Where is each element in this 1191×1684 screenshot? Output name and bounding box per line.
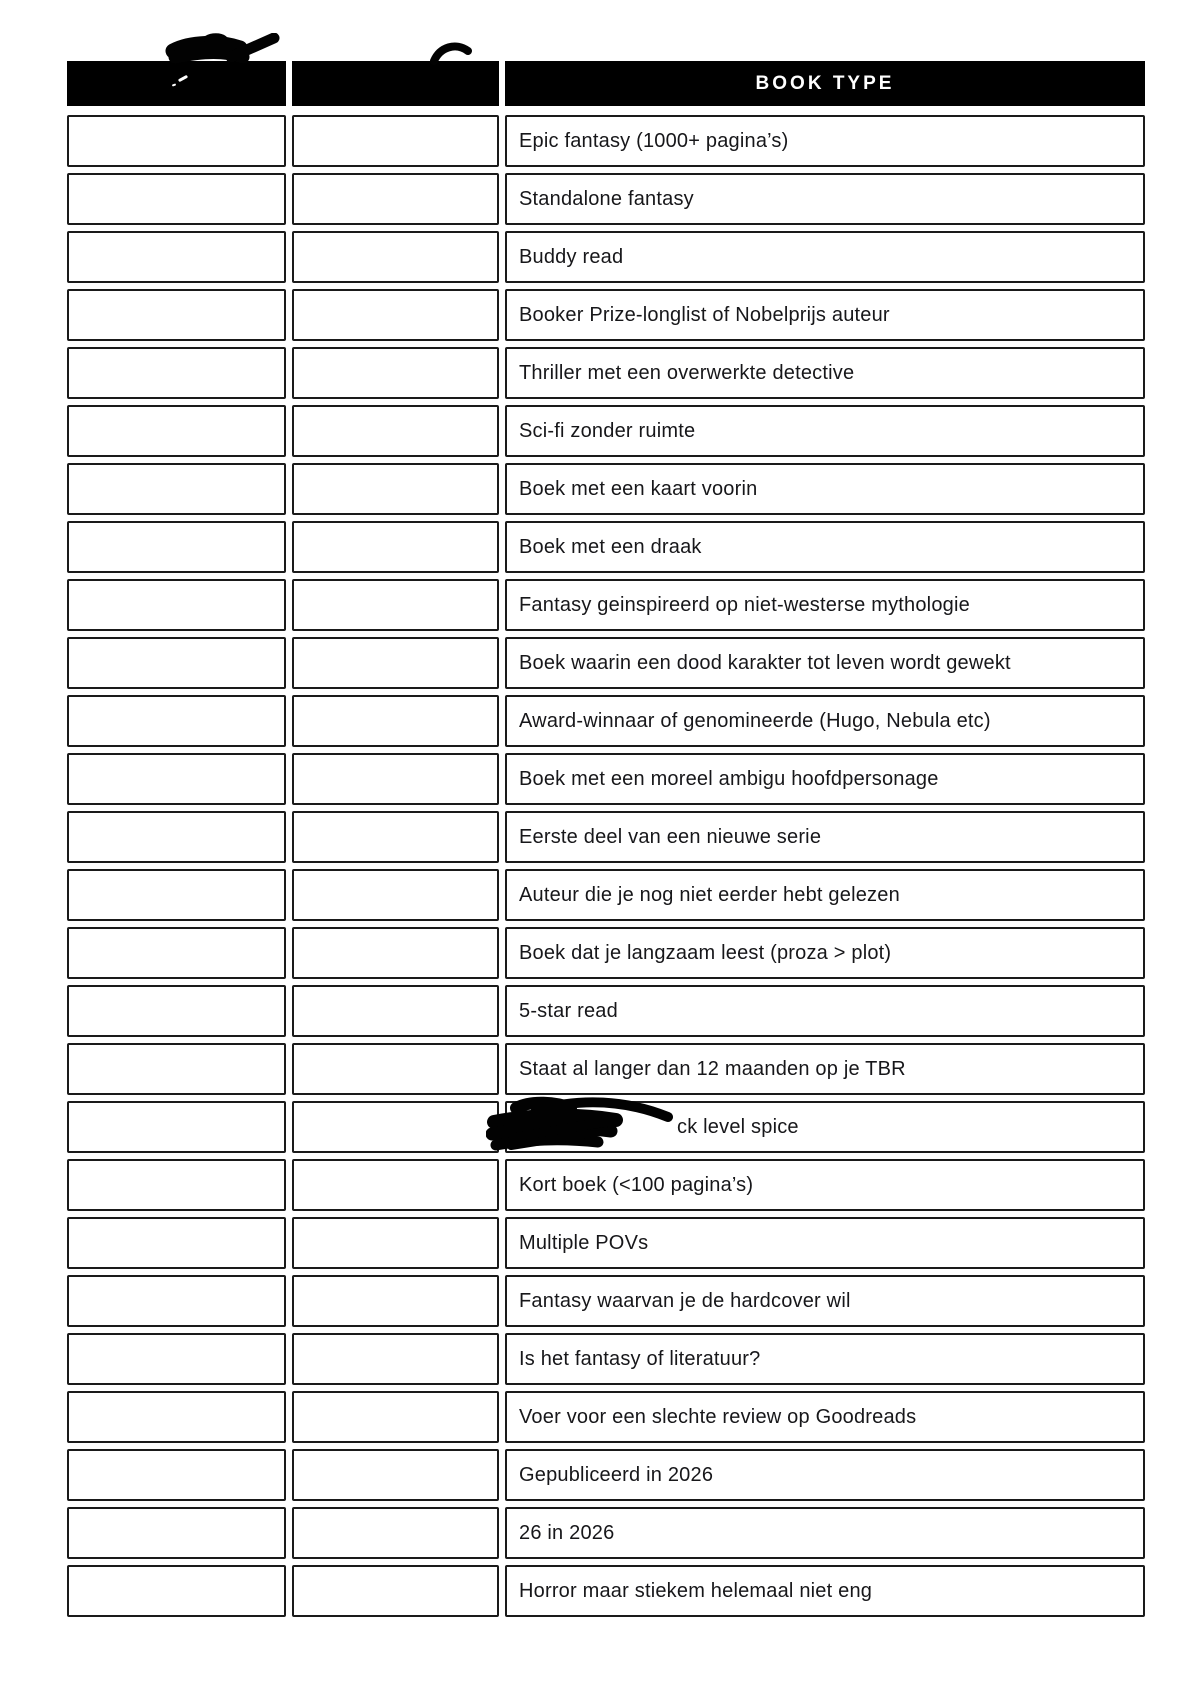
book-type-cell: Booker Prize-longlist of Nobelprijs auteur <box>505 289 1145 341</box>
book-type-cell: Buddy read <box>505 231 1145 283</box>
fill-in-cell-col1 <box>67 1275 286 1327</box>
scan-speck <box>178 75 188 82</box>
header-cell-col2 <box>292 61 499 106</box>
fill-in-cell-col1 <box>67 811 286 863</box>
book-type-cell: Sci-fi zonder ruimte <box>505 405 1145 457</box>
fill-in-cell-col2 <box>292 1275 499 1327</box>
header-cell-col1 <box>67 61 286 106</box>
fill-in-cell-col2 <box>292 347 499 399</box>
fill-in-cell-col2 <box>292 231 499 283</box>
fill-in-cell-col1 <box>67 463 286 515</box>
fill-in-cell-col2 <box>292 463 499 515</box>
book-type-cell: Boek met een kaart voorin <box>505 463 1145 515</box>
scan-speck <box>172 83 176 86</box>
book-type-cell: Epic fantasy (1000+ pagina’s) <box>505 115 1145 167</box>
fill-in-cell-col2 <box>292 1507 499 1559</box>
fill-in-cell-col1 <box>67 985 286 1037</box>
book-type-cell: Multiple POVs <box>505 1217 1145 1269</box>
fill-in-cell-col1 <box>67 1391 286 1443</box>
fill-in-cell-col2 <box>292 1159 499 1211</box>
fill-in-cell-col1 <box>67 1565 286 1617</box>
book-type-cell: Boek met een draak <box>505 521 1145 573</box>
book-type-cell: Is het fantasy of literatuur? <box>505 1333 1145 1385</box>
table-body <box>67 115 1145 1617</box>
book-type-cell: Eerste deel van een nieuwe serie <box>505 811 1145 863</box>
fill-in-cell-col1 <box>67 1217 286 1269</box>
header-cell-book-type <box>505 61 1145 106</box>
book-type-cell: Horror maar stiekem helemaal niet eng <box>505 1565 1145 1617</box>
book-checklist-table <box>67 61 1145 1617</box>
fill-in-cell-col1 <box>67 1333 286 1385</box>
fill-in-cell-col2 <box>292 985 499 1037</box>
fill-in-cell-col2 <box>292 927 499 979</box>
fill-in-cell-col2 <box>292 1449 499 1501</box>
fill-in-cell-col1 <box>67 869 286 921</box>
fill-in-cell-col2 <box>292 811 499 863</box>
fill-in-cell-col2 <box>292 289 499 341</box>
fill-in-cell-col2 <box>292 1043 499 1095</box>
book-type-cell: Staat al langer dan 12 maanden op je TBR <box>505 1043 1145 1095</box>
fill-in-cell-col1 <box>67 231 286 283</box>
fill-in-cell-col1 <box>67 579 286 631</box>
book-type-cell: Boek waarin een dood karakter tot leven wordt gewekt <box>505 637 1145 689</box>
fill-in-cell-col1 <box>67 1449 286 1501</box>
table-header-row <box>67 61 1145 106</box>
book-type-cell: Fantasy waarvan je de hardcover wil <box>505 1275 1145 1327</box>
book-type-cell: Thriller met een overwerkte detective <box>505 347 1145 399</box>
fill-in-cell-col1 <box>67 695 286 747</box>
fill-in-cell-col1 <box>67 405 286 457</box>
book-type-cell: Standalone fantasy <box>505 173 1145 225</box>
book-type-cell: Gepubliceerd in 2026 <box>505 1449 1145 1501</box>
fill-in-cell-col1 <box>67 521 286 573</box>
book-type-cell: Auteur die je nog niet eerder hebt gelezen <box>505 869 1145 921</box>
book-type-cell: 5-star read <box>505 985 1145 1037</box>
fill-in-cell-col2 <box>292 1101 499 1153</box>
fill-in-cell-col1 <box>67 637 286 689</box>
fill-in-cell-col2 <box>292 869 499 921</box>
fill-in-cell-col1 <box>67 347 286 399</box>
book-type-cell: ck level spice <box>505 1101 1145 1153</box>
fill-in-cell-col1 <box>67 753 286 805</box>
book-type-cell: Voer voor een slechte review op Goodreads <box>505 1391 1145 1443</box>
fill-in-cell-col1 <box>67 289 286 341</box>
fill-in-cell-col2 <box>292 695 499 747</box>
fill-in-cell-col1 <box>67 1043 286 1095</box>
fill-in-cell-col2 <box>292 405 499 457</box>
fill-in-cell-col1 <box>67 115 286 167</box>
fill-in-cell-col2 <box>292 1391 499 1443</box>
fill-in-cell-col2 <box>292 1217 499 1269</box>
fill-in-cell-col2 <box>292 1333 499 1385</box>
fill-in-cell-col1 <box>67 173 286 225</box>
fill-in-cell-col1 <box>67 1507 286 1559</box>
fill-in-cell-col2 <box>292 579 499 631</box>
fill-in-cell-col1 <box>67 927 286 979</box>
book-type-cell: Award-winnaar of genomineerde (Hugo, Nebula etc) <box>505 695 1145 747</box>
fill-in-cell-col1 <box>67 1159 286 1211</box>
book-type-cell: Boek dat je langzaam leest (proza > plot) <box>505 927 1145 979</box>
book-type-cell: 26 in 2026 <box>505 1507 1145 1559</box>
book-type-header-label: BOOK TYPE <box>755 72 895 94</box>
book-type-cell: Boek met een moreel ambigu hoofdpersonage <box>505 753 1145 805</box>
book-type-cell: Kort boek (<100 pagina’s) <box>505 1159 1145 1211</box>
fill-in-cell-col2 <box>292 521 499 573</box>
fill-in-cell-col2 <box>292 1565 499 1617</box>
fill-in-cell-col2 <box>292 753 499 805</box>
fill-in-cell-col2 <box>292 637 499 689</box>
fill-in-cell-col2 <box>292 173 499 225</box>
book-type-cell: Fantasy geinspireerd op niet-westerse mythologie <box>505 579 1145 631</box>
fill-in-cell-col1 <box>67 1101 286 1153</box>
fill-in-cell-col2 <box>292 115 499 167</box>
